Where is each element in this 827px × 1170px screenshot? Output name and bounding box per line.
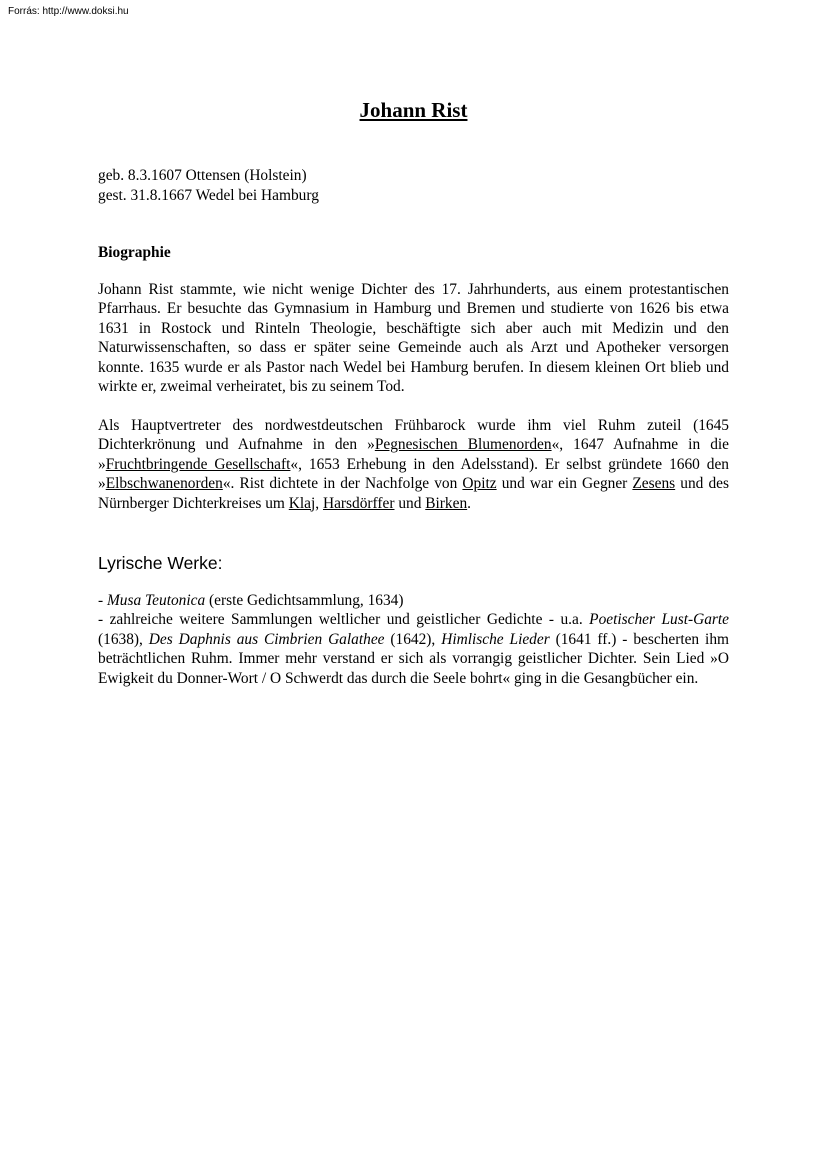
link-opitz[interactable]: Opitz xyxy=(462,475,497,492)
biography-paragraph-1: Johann Rist stammte, wie nicht wenige Dichter des 17. Jahrhunderts, aus einem protestantischen Pfarrhaus. Er besuchte das Gymnasium in Hamburg und Bremen und studierte von 1626 bis etwa 1631 in Rostock und Rinteln Theologie, beschäftigte sich aber auch mit Medizin und den Naturwissenschaften, so dass er später seine Gemeinde auch als Arzt und Apotheker versorgen konnte. 1635 wurde er als Pastor nach Wedel bei Hamburg berufen. In diesem kleinen Ort blieb und wirkte er, zweimal verheiratet, bis zu seinem Tod. xyxy=(98,280,729,395)
text-segment: (1641 ff.) - bescherten ihm beträchtlichen Ruhm. Immer mehr verstand er sich als vorrangig geistlicher Dichter. Sein Lied »O Ewigkeit du Donner-Wort / O Schwerdt das durch die Seele bohrt« ging in die Gesangbücher ein. xyxy=(98,630,729,687)
link-birken[interactable]: Birken xyxy=(425,494,468,512)
document-body xyxy=(98,166,729,688)
death-date: gest. 31.8.1667 Wedel bei Hamburg xyxy=(98,186,319,204)
life-dates xyxy=(98,166,729,205)
link-klaj[interactable]: Klaj xyxy=(288,494,316,512)
text-segment: Als Hauptvertreter des nordwestdeutschen Frühbarock wurde ihm viel Ruhm zuteil (1645 Dichterkrönung und Aufnahme in den » xyxy=(98,416,729,453)
work-title: Poetischer Lust-Garte xyxy=(589,611,730,628)
text-segment: (1638), xyxy=(98,630,149,648)
text-segment: und xyxy=(394,494,426,512)
work-title: Des Daphnis aus Cimbrien Galathee xyxy=(148,630,385,648)
work-title: Musa Teutonica xyxy=(106,591,206,609)
birth-date: geb. 8.3.1607 Ottensen (Holstein) xyxy=(98,167,307,184)
biography-paragraph-2 xyxy=(98,416,729,514)
text-segment: «, 1647 Aufnahme in die » xyxy=(98,436,730,473)
link-elbschwanenorden[interactable]: Elbschwanenorden xyxy=(105,475,223,492)
source-label: Forrás: http://www.doksi.hu xyxy=(8,6,129,17)
text-segment: , xyxy=(315,494,323,512)
lyrical-works-list xyxy=(98,591,729,689)
text-segment: «. Rist dichtete in der Nachfolge von xyxy=(222,475,463,492)
link-pegnesischen-blumenorden[interactable]: Pegnesischen Blumenorden xyxy=(374,436,552,453)
works-item-1 xyxy=(98,591,729,611)
text-segment: und war ein Gegner xyxy=(496,475,633,492)
biography-heading: Biographie xyxy=(98,244,171,261)
link-harsdoerffer[interactable]: Harsdörffer xyxy=(322,494,395,512)
text-segment: - zahlreiche weitere Sammlungen weltlicher und geistlicher Gedichte - u.a. xyxy=(98,611,590,628)
text-segment: - xyxy=(98,591,107,609)
text-segment: . xyxy=(467,494,472,512)
text-segment: (erste Gedichtsammlung, 1634) xyxy=(205,591,404,609)
page-title: Johann Rist xyxy=(359,98,468,122)
link-fruchtbringende-gesellschaft[interactable]: Fruchtbringende Gesellschaft xyxy=(105,455,291,473)
lyrical-works-heading: Lyrische Werke: xyxy=(98,553,223,573)
works-item-2 xyxy=(98,610,729,688)
link-zesens[interactable]: Zesens xyxy=(632,475,676,492)
work-title: Himlische Lieder xyxy=(441,630,550,648)
text-segment: und des Nürnberger Dichterkreises um xyxy=(98,475,729,512)
text-segment: «, 1653 Erhebung in den Adelsstand). Er selbst gründete 1660 den » xyxy=(98,455,729,492)
text-segment: (1642), xyxy=(384,630,442,648)
